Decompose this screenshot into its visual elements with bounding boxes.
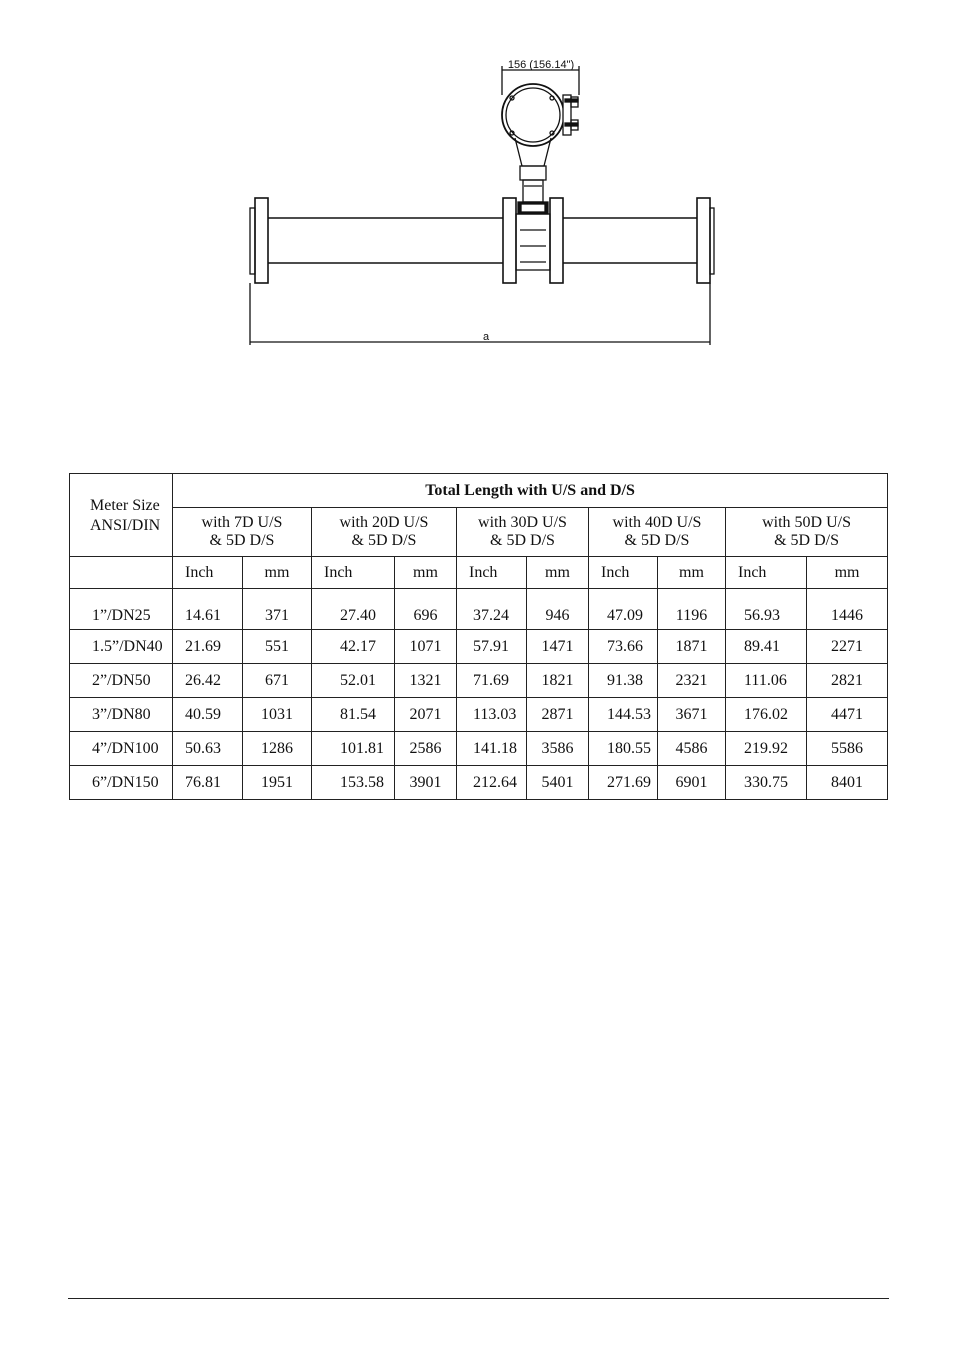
table-row xyxy=(70,630,888,664)
inch-value-cell: 153.58 xyxy=(312,766,395,800)
inch-value-cell: 50.63 xyxy=(173,732,243,766)
inch-value-cell: 81.54 xyxy=(312,698,395,732)
mm-value-cell: 1071 xyxy=(395,630,457,664)
unit-header: mm xyxy=(243,557,312,589)
mm-value-cell: 1321 xyxy=(395,664,457,698)
inch-value-cell: 71.69 xyxy=(457,664,527,698)
dimension-a-label: a xyxy=(482,331,490,343)
inch-value-cell: 219.92 xyxy=(726,732,807,766)
meter-size-cell: 4”/DN100 xyxy=(70,732,173,766)
unit-header: mm xyxy=(807,557,888,589)
mm-value-cell: 5586 xyxy=(807,732,888,766)
group-header-line2: & 5D D/S xyxy=(624,532,690,549)
dimension-top-label: 156 (156.14") xyxy=(507,59,575,71)
inch-value-cell: 141.18 xyxy=(457,732,527,766)
group-header-line1: with 40D U/S xyxy=(612,514,702,531)
mm-value-cell: 2071 xyxy=(395,698,457,732)
mm-value-cell: 2586 xyxy=(395,732,457,766)
group-header-line2: & 5D D/S xyxy=(209,532,275,549)
unit-header: Inch xyxy=(312,557,395,589)
mm-value-cell: 2821 xyxy=(807,664,888,698)
unit-header: mm xyxy=(527,557,589,589)
group-header-line1: with 30D U/S xyxy=(478,514,567,531)
mm-value-cell: 2871 xyxy=(527,698,589,732)
group-header-line2: & 5D D/S xyxy=(490,532,555,549)
meter-size-header-line1: Meter Size xyxy=(90,497,160,514)
footer-rule xyxy=(68,1298,889,1299)
table-row xyxy=(70,766,888,800)
inch-value-cell: 40.59 xyxy=(173,698,243,732)
flowmeter-dimension-drawing xyxy=(0,0,954,360)
inch-value-cell: 14.61 xyxy=(173,589,243,630)
inch-value-cell: 21.69 xyxy=(173,630,243,664)
mm-value-cell: 1871 xyxy=(658,630,726,664)
mm-value-cell: 3586 xyxy=(527,732,589,766)
mm-value-cell: 3901 xyxy=(395,766,457,800)
unit-header-empty xyxy=(70,557,173,589)
inch-value-cell: 89.41 xyxy=(726,630,807,664)
table-row xyxy=(70,664,888,698)
inch-value-cell: 330.75 xyxy=(726,766,807,800)
unit-header-row xyxy=(70,557,888,589)
group-header-line1: with 50D U/S xyxy=(762,514,851,531)
group-header-30d xyxy=(457,508,589,557)
mm-value-cell: 1031 xyxy=(243,698,312,732)
mm-value-cell: 2321 xyxy=(658,664,726,698)
unit-header: Inch xyxy=(589,557,658,589)
inch-value-cell: 180.55 xyxy=(589,732,658,766)
meter-size-cell: 1.5”/DN40 xyxy=(70,630,173,664)
mm-value-cell: 551 xyxy=(243,630,312,664)
unit-header: Inch xyxy=(457,557,527,589)
inch-value-cell: 37.24 xyxy=(457,589,527,630)
mm-value-cell: 1286 xyxy=(243,732,312,766)
mm-value-cell: 1821 xyxy=(527,664,589,698)
inch-value-cell: 111.06 xyxy=(726,664,807,698)
inch-value-cell: 176.02 xyxy=(726,698,807,732)
table-row xyxy=(70,698,888,732)
meter-size-header xyxy=(70,474,173,557)
group-header-7d xyxy=(173,508,312,557)
group-header-40d xyxy=(589,508,726,557)
mm-value-cell: 1471 xyxy=(527,630,589,664)
mm-value-cell: 696 xyxy=(395,589,457,630)
mm-value-cell: 8401 xyxy=(807,766,888,800)
unit-header: Inch xyxy=(173,557,243,589)
unit-header: mm xyxy=(658,557,726,589)
mm-value-cell: 671 xyxy=(243,664,312,698)
table-row xyxy=(70,732,888,766)
mm-value-cell: 4586 xyxy=(658,732,726,766)
inch-value-cell: 101.81 xyxy=(312,732,395,766)
group-header-line2: & 5D D/S xyxy=(774,532,839,549)
mm-value-cell: 1446 xyxy=(807,589,888,630)
mm-value-cell: 946 xyxy=(527,589,589,630)
inch-value-cell: 57.91 xyxy=(457,630,527,664)
mm-value-cell: 3671 xyxy=(658,698,726,732)
inch-value-cell: 76.81 xyxy=(173,766,243,800)
inch-value-cell: 113.03 xyxy=(457,698,527,732)
total-length-table xyxy=(69,473,888,800)
inch-value-cell: 144.53 xyxy=(589,698,658,732)
inch-value-cell: 73.66 xyxy=(589,630,658,664)
inch-value-cell: 271.69 xyxy=(589,766,658,800)
meter-size-cell: 3”/DN80 xyxy=(70,698,173,732)
table-body xyxy=(70,589,888,800)
group-header-50d xyxy=(726,508,888,557)
meter-size-cell: 2”/DN50 xyxy=(70,664,173,698)
inch-value-cell: 52.01 xyxy=(312,664,395,698)
unit-header: mm xyxy=(395,557,457,589)
group-header-20d xyxy=(312,508,457,557)
meter-size-cell: 6”/DN150 xyxy=(70,766,173,800)
unit-header: Inch xyxy=(726,557,807,589)
inch-value-cell: 27.40 xyxy=(312,589,395,630)
group-header-line1: with 20D U/S xyxy=(339,514,429,531)
inch-value-cell: 212.64 xyxy=(457,766,527,800)
inch-value-cell: 42.17 xyxy=(312,630,395,664)
group-header-line1: with 7D U/S xyxy=(201,514,283,531)
group-header-line2: & 5D D/S xyxy=(351,532,417,549)
mm-value-cell: 5401 xyxy=(527,766,589,800)
inch-value-cell: 56.93 xyxy=(726,589,807,630)
mm-value-cell: 1196 xyxy=(658,589,726,630)
mm-value-cell: 2271 xyxy=(807,630,888,664)
mm-value-cell: 371 xyxy=(243,589,312,630)
meter-size-cell: 1”/DN25 xyxy=(70,589,173,630)
inch-value-cell: 47.09 xyxy=(589,589,658,630)
table-row xyxy=(70,589,888,630)
mm-value-cell: 1951 xyxy=(243,766,312,800)
meter-size-header-line2: ANSI/DIN xyxy=(90,517,161,534)
mm-value-cell: 6901 xyxy=(658,766,726,800)
inch-value-cell: 26.42 xyxy=(173,664,243,698)
table-title: Total Length with U/S and D/S xyxy=(173,474,888,508)
inch-value-cell: 91.38 xyxy=(589,664,658,698)
mm-value-cell: 4471 xyxy=(807,698,888,732)
